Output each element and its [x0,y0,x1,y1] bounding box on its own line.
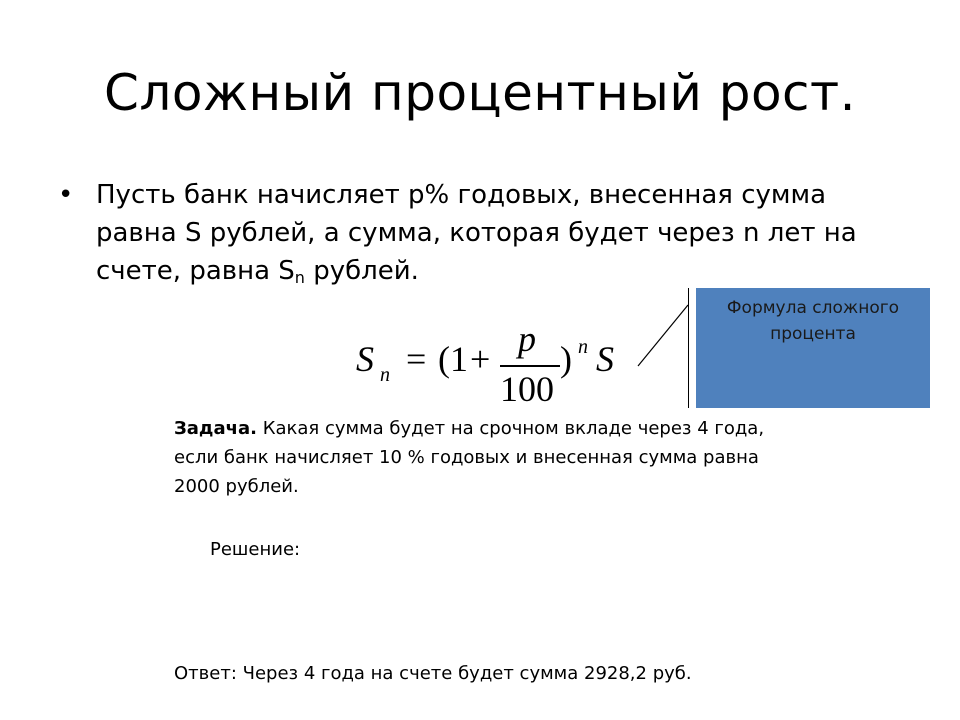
bullet-marker: • [58,180,74,210]
task-text: Какая сумма будет на срочном вкладе через 4 года, если банк начисляет 10 % годовых и внесенная сумма равна 2000 рублей. [174,418,765,497]
bullet-end-text: рублей. [304,256,419,286]
formula-equals: = [406,339,427,379]
bullet-main-text: Пусть банк начисляет р% годовых, внесенная сумма равна S рублей, а сумма, которая будет через n лет на счете, равна S [96,180,857,286]
task-paragraph [174,414,794,501]
formula-open-paren: (1 [438,339,468,379]
formula-plus: + [470,339,491,379]
callout-bracket-line [688,288,689,408]
formula-tail: S [596,339,614,379]
formula-numerator: p [518,319,536,359]
formula-close-paren: ) [560,339,572,379]
formula-exponent: n [578,336,588,358]
formula-lhs-subscript: n [380,364,390,386]
callout-box: Формула сложного процента [696,288,930,408]
formula-denominator: 100 [500,369,554,409]
slide-title: Сложный процентный рост. [103,64,857,122]
bullet-subscript: n [294,268,305,287]
task-label: Задача. [174,418,257,439]
formula-lhs: S [356,339,374,379]
solution-label: Решение: [210,539,301,560]
answer-text: Ответ: Через 4 года на счете будет сумма 2928,2 руб. [174,663,692,684]
